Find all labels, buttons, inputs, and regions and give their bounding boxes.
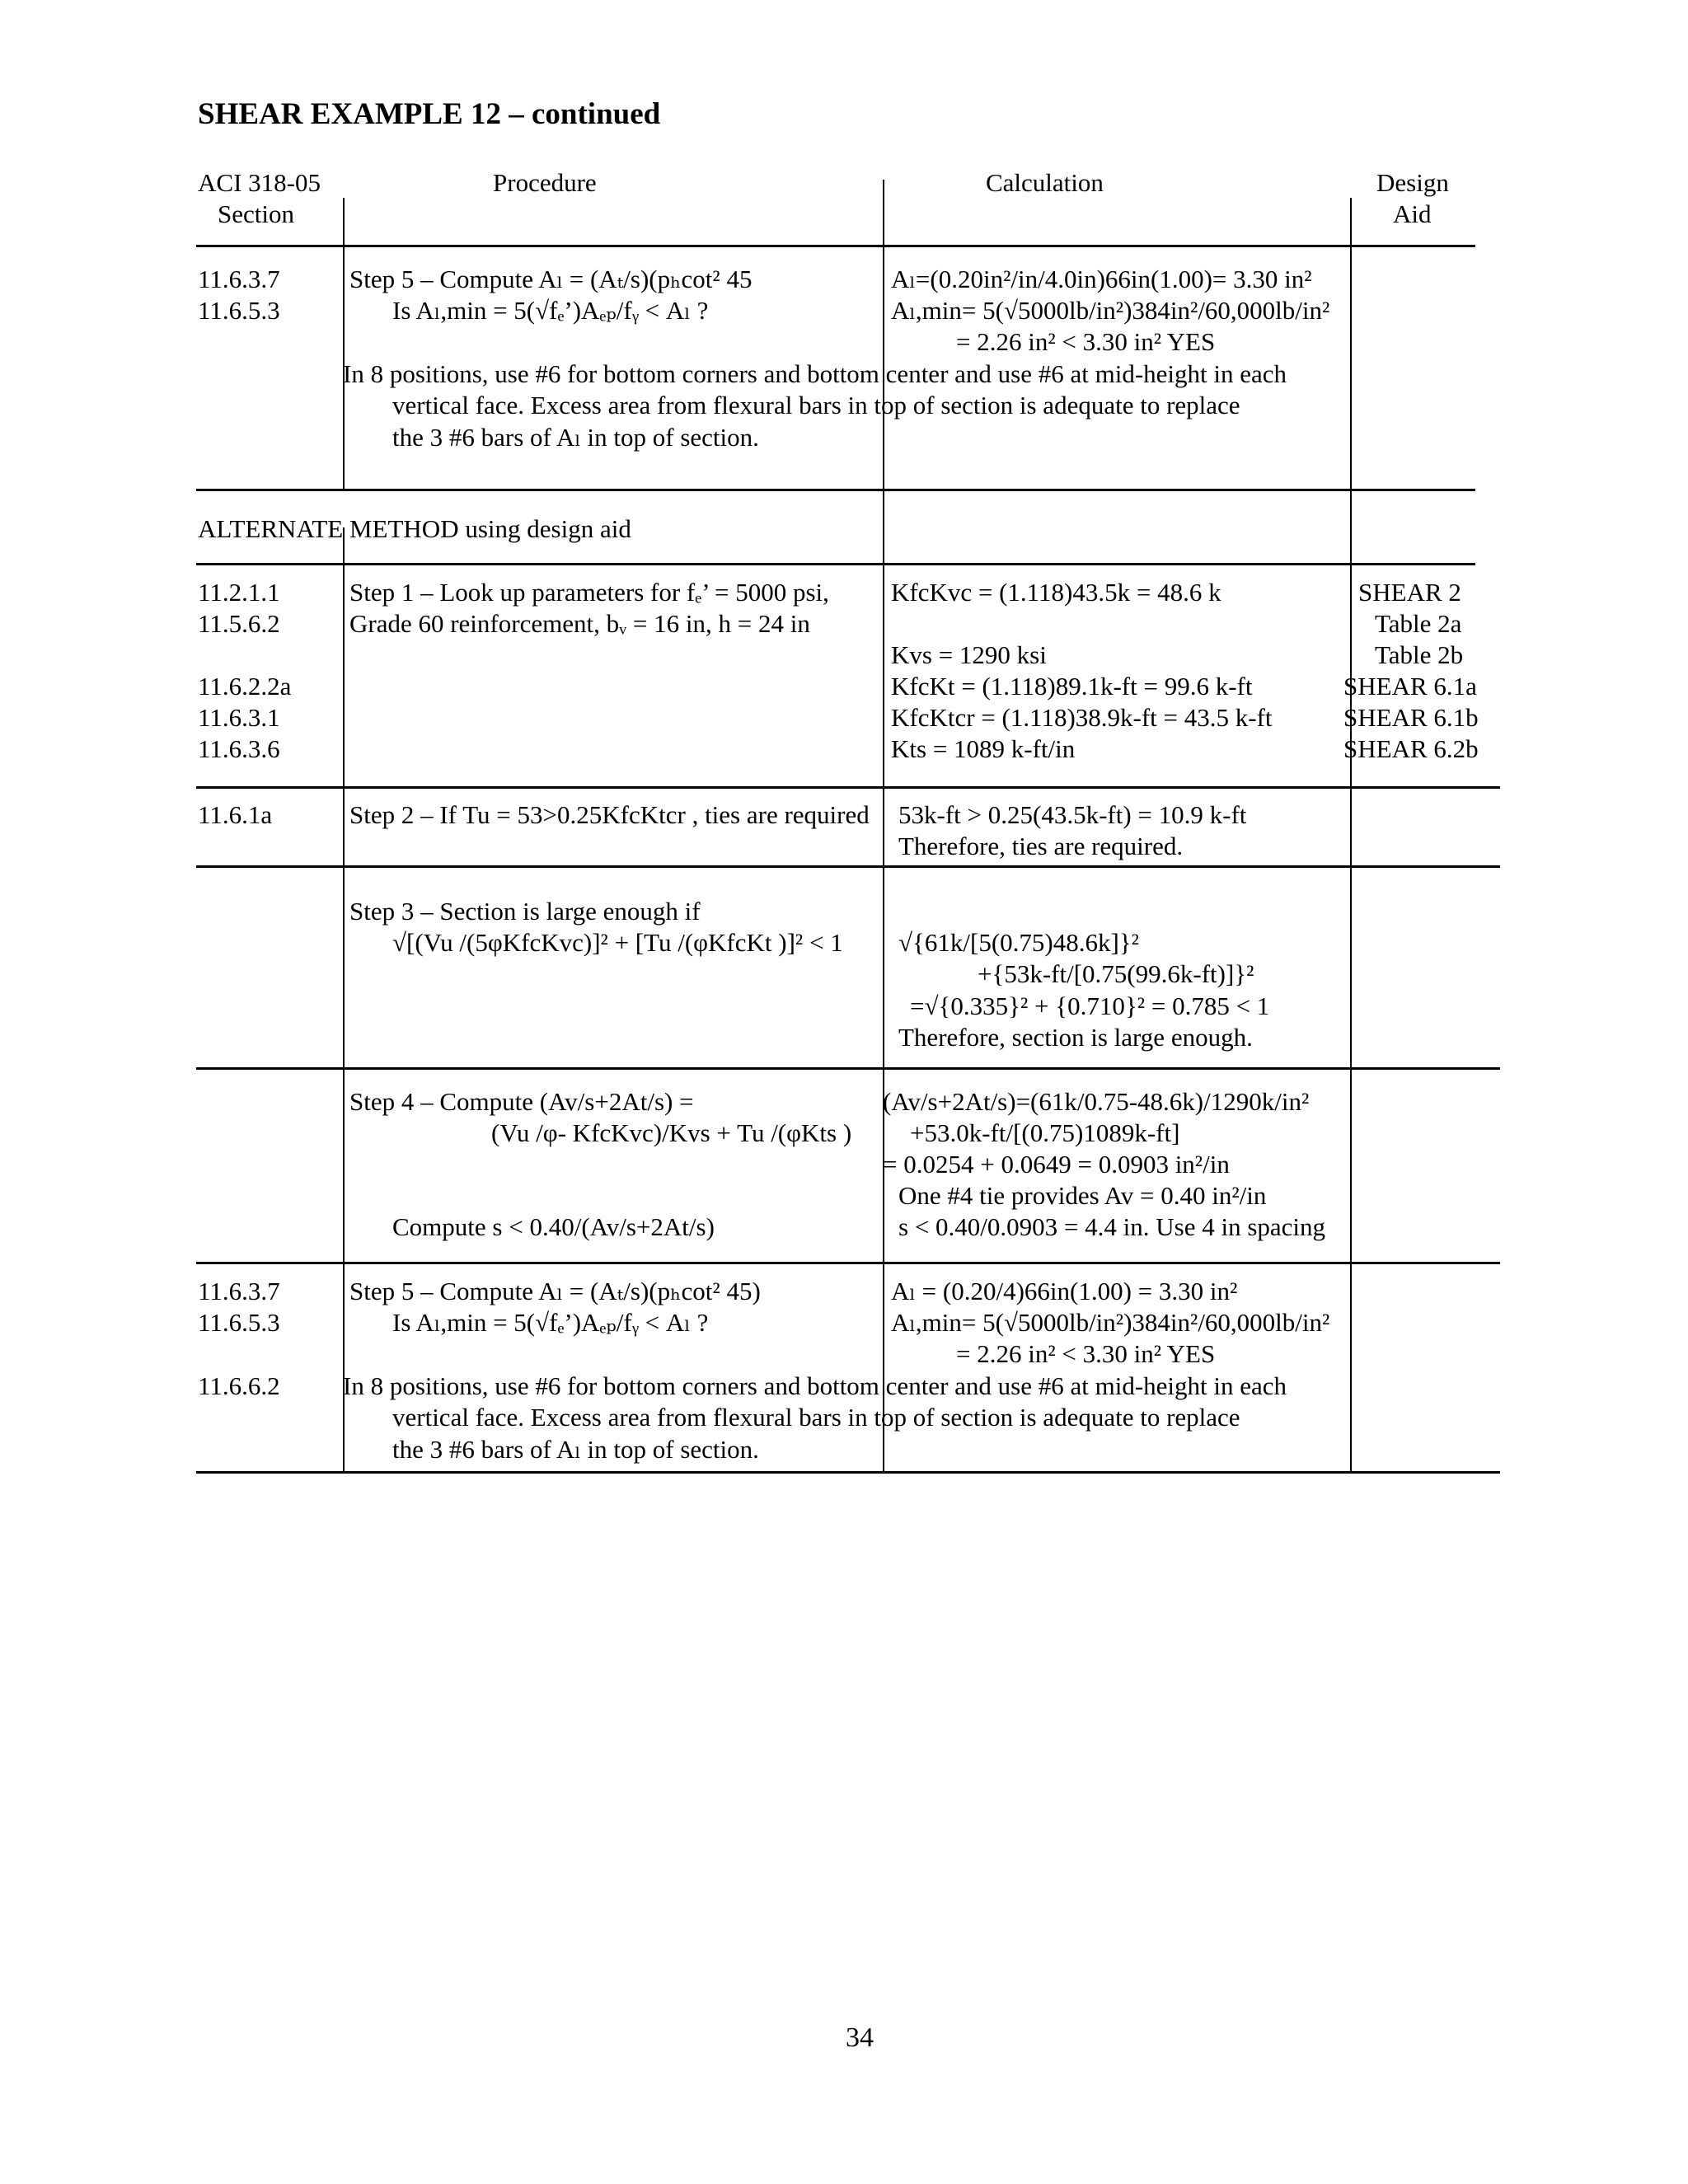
header-design-aid-line1: Design bbox=[1376, 168, 1449, 197]
rule-alternate-bottom bbox=[196, 563, 1475, 565]
block1-calc-1: Aₗ=(0.20in²/in/4.0in)66in(1.00)= 3.30 in² bbox=[891, 265, 1312, 293]
block2-aid-4: SHEAR 6.1a bbox=[1343, 672, 1477, 701]
block3-section-1: 11.6.1a bbox=[198, 800, 273, 829]
block3-procedure-1: Step 2 – If Tu = 53>0.25KfcKtcr , ties are required bbox=[349, 800, 870, 829]
block1-section-2: 11.6.5.3 bbox=[198, 296, 280, 325]
block6-note-3: the 3 #6 bars of Aₗ in top of section. bbox=[392, 1435, 759, 1464]
block5-calc-2: +53.0k-ft/[(0.75)1089k-ft] bbox=[910, 1118, 1180, 1147]
block5-calc-1: (Av/s+2At/s)=(61k/0.75-48.6k)/1290k/in² bbox=[883, 1087, 1310, 1116]
header-section-line1: ACI 318-05 bbox=[198, 168, 321, 197]
vline-col1-c bbox=[343, 563, 345, 1472]
block2-section-4: 11.6.3.1 bbox=[198, 703, 280, 732]
page-number: 34 bbox=[846, 2022, 874, 2053]
block2-section-3: 11.6.2.2a bbox=[198, 672, 292, 701]
block2-calc-2: Kvs = 1290 ksi bbox=[891, 640, 1047, 669]
block5-procedure-2: (Vu /φ- KfcKvc)/Kvs + Tu /(φKts ) bbox=[491, 1118, 852, 1147]
vline-col3 bbox=[1350, 198, 1352, 1472]
block2-aid-5: SHEAR 6.1b bbox=[1343, 703, 1479, 732]
block2-procedure-1: Step 1 – Look up parameters for fₑ’ = 5000 psi, bbox=[349, 578, 829, 607]
block2-calc-5: Kts = 1089 k-ft/in bbox=[891, 734, 1076, 763]
block4-calc-4: Therefore, section is large enough. bbox=[898, 1023, 1253, 1052]
block1-procedure-1: Step 5 – Compute Aₗ = (Aₜ/s)(pₕcot² 45 bbox=[349, 265, 753, 293]
block5-procedure-1: Step 4 – Compute (Av/s+2At/s) = bbox=[349, 1087, 694, 1116]
block2-section-5: 11.6.3.6 bbox=[198, 734, 280, 763]
block1-section-1: 11.6.3.7 bbox=[198, 265, 280, 293]
block2-aid-3: Table 2b bbox=[1375, 640, 1464, 669]
block1-note-2: vertical face. Excess area from flexural bars in top of section is adequate to replace bbox=[392, 391, 1240, 419]
block6-calc-2: Aₗ,min= 5(√5000lb/in²)384in²/60,000lb/in² bbox=[891, 1308, 1330, 1337]
block3-calc-2: Therefore, ties are required. bbox=[898, 832, 1184, 860]
block6-section-1: 11.6.3.7 bbox=[198, 1277, 280, 1305]
rule-block1-bottom bbox=[196, 489, 1475, 491]
block6-note-1: In 8 positions, use #6 for bottom corners and bottom center and use #6 at mid-height in each bbox=[343, 1371, 1287, 1400]
page-title: SHEAR EXAMPLE 12 – continued bbox=[198, 97, 661, 131]
block2-section-1: 11.2.1.1 bbox=[198, 578, 280, 607]
block2-calc-3: KfcKt = (1.118)89.1k-ft = 99.6 k-ft bbox=[891, 672, 1253, 701]
header-procedure: Procedure bbox=[493, 168, 597, 197]
rule-header-bottom bbox=[196, 245, 1475, 247]
rule-table-bottom bbox=[196, 1471, 1500, 1474]
block4-calc-3: =√{0.335}² + {0.710}² = 0.785 < 1 bbox=[910, 991, 1270, 1020]
block6-procedure-1: Step 5 – Compute Aₗ = (Aₜ/s)(pₕcot² 45) bbox=[349, 1277, 761, 1305]
block2-aid-6: SHEAR 6.2b bbox=[1343, 734, 1479, 763]
block2-procedure-2: Grade 60 reinforcement, bᵥ = 16 in, h = 24 in bbox=[349, 609, 810, 638]
block3-calc-1: 53k-ft > 0.25(43.5k-ft) = 10.9 k-ft bbox=[898, 800, 1247, 829]
block6-section-2: 11.6.5.3 bbox=[198, 1308, 280, 1337]
block6-procedure-2: Is Aₗ,min = 5(√fₑ’)Aₑₚ/fᵧ < Aₗ ? bbox=[392, 1308, 709, 1337]
alternate-method-heading: ALTERNATE METHOD using design aid bbox=[198, 514, 631, 543]
block1-calc-2: Aₗ,min= 5(√5000lb/in²)384in²/60,000lb/in² bbox=[891, 296, 1330, 325]
rule-block2-bottom bbox=[196, 786, 1500, 789]
rule-block3-bottom bbox=[196, 865, 1500, 868]
block2-calc-4: KfcKtcr = (1.118)38.9k-ft = 43.5 k-ft bbox=[891, 703, 1273, 732]
block2-aid-2: Table 2a bbox=[1375, 609, 1462, 638]
block5-calc-3: = 0.0254 + 0.0649 = 0.0903 in²/in bbox=[883, 1150, 1230, 1179]
rule-block4-bottom bbox=[196, 1067, 1500, 1070]
block4-calc-1: √{61k/[5(0.75)48.6k]}² bbox=[898, 928, 1139, 957]
block4-calc-2: +{53k-ft/[0.75(99.6k-ft)]}² bbox=[978, 959, 1254, 988]
block4-procedure-2: √[(Vu /(5φKfcKvc)]² + [Tu /(φKfcKt )]² < 1 bbox=[392, 928, 843, 957]
block6-calc-3: = 2.26 in² < 3.30 in² YES bbox=[956, 1339, 1216, 1368]
block4-procedure-1: Step 3 – Section is large enough if bbox=[349, 897, 701, 926]
block5-calc-5: s < 0.40/0.0903 = 4.4 in. Use 4 in spacing bbox=[898, 1212, 1326, 1241]
block5-procedure-3: Compute s < 0.40/(Av/s+2At/s) bbox=[392, 1212, 715, 1241]
block6-section-3: 11.6.6.2 bbox=[198, 1371, 280, 1400]
block1-note-3: the 3 #6 bars of Aₗ in top of section. bbox=[392, 423, 759, 452]
block1-procedure-2: Is Aₗ,min = 5(√fₑ’)Aₑₚ/fᵧ < Aₗ ? bbox=[392, 296, 709, 325]
block6-calc-1: Aₗ = (0.20/4)66in(1.00) = 3.30 in² bbox=[891, 1277, 1238, 1305]
header-section-line2: Section bbox=[218, 199, 294, 228]
block2-aid-1: SHEAR 2 bbox=[1358, 578, 1461, 607]
block1-calc-3: = 2.26 in² < 3.30 in² YES bbox=[956, 327, 1216, 356]
block2-calc-1: KfcKvc = (1.118)43.5k = 48.6 k bbox=[891, 578, 1221, 607]
vline-col1-a bbox=[343, 198, 345, 490]
block2-section-2: 11.5.6.2 bbox=[198, 609, 280, 638]
block5-calc-4: One #4 tie provides Av = 0.40 in²/in bbox=[898, 1181, 1267, 1210]
header-design-aid-line2: Aid bbox=[1393, 199, 1432, 228]
block6-note-2: vertical face. Excess area from flexural bars in top of section is adequate to replace bbox=[392, 1403, 1240, 1432]
header-calculation: Calculation bbox=[986, 168, 1104, 197]
rule-block5-bottom bbox=[196, 1262, 1500, 1264]
block1-note-1: In 8 positions, use #6 for bottom corners and bottom center and use #6 at mid-height in each bbox=[343, 359, 1287, 388]
